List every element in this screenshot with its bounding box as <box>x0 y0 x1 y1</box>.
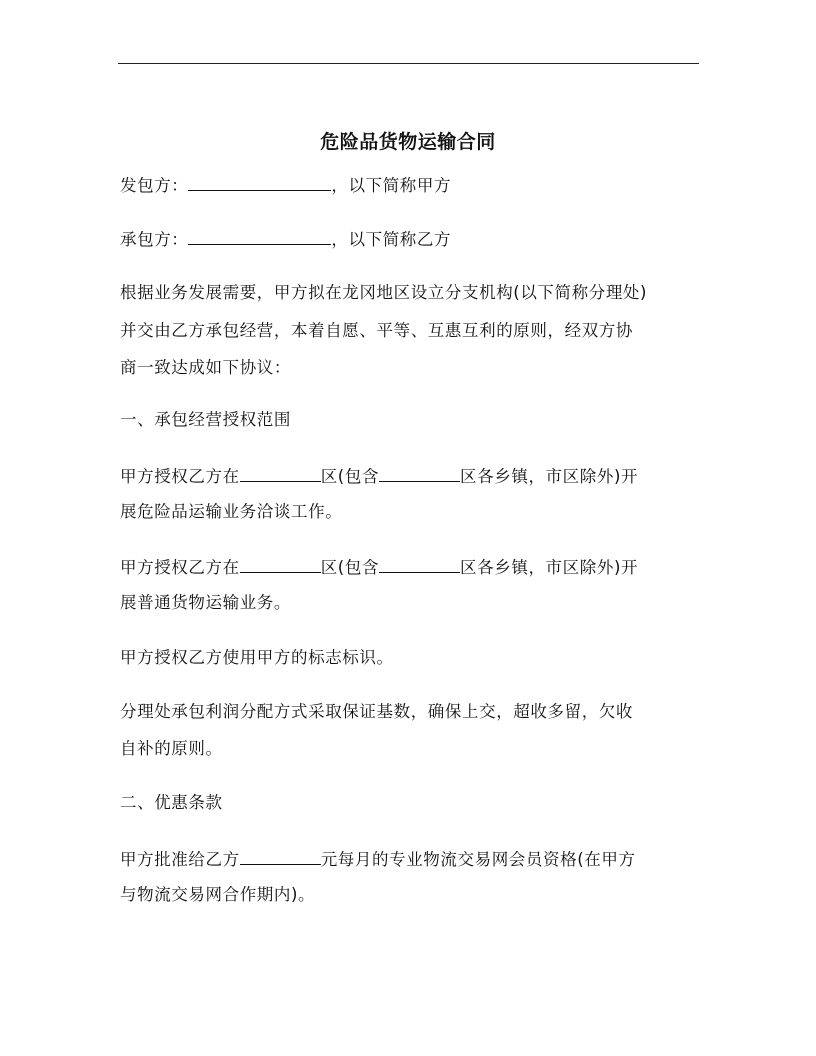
clause-1-text-c: 区各乡镇，市区除外)开 <box>460 467 639 486</box>
clause-2-line-1 <box>120 555 638 579</box>
party-b-blank[interactable] <box>188 227 331 245</box>
header-rule <box>118 63 699 64</box>
clause-5-blank[interactable] <box>240 847 321 865</box>
document-title: 危险品货物运输合同 <box>320 131 496 153</box>
clause-5-text-a: 甲方批准给乙方 <box>120 850 240 869</box>
party-b-suffix: ，以下简称乙方 <box>331 230 452 249</box>
clause-1-text-a: 甲方授权乙方在 <box>120 467 240 486</box>
clause-5-line-2: 与物流交易网合作期内)。 <box>120 885 316 904</box>
clause-4-line-2: 自补的原则。 <box>120 739 223 758</box>
clause-1-line-2: 展危险品运输业务洽谈工作。 <box>120 502 343 521</box>
party-b-label: 承包方： <box>120 230 189 249</box>
clause-1-blank-2[interactable] <box>379 464 460 482</box>
party-a-label: 发包方： <box>120 176 189 195</box>
party-a-suffix: ，以下简称甲方 <box>331 176 452 195</box>
intro-line-1: 根据业务发展需要，甲方拟在龙冈地区设立分支机构(以下简称分理处) <box>120 283 648 302</box>
intro-line-3: 商一致达成如下协议： <box>120 358 291 377</box>
party-a-blank[interactable] <box>188 173 331 191</box>
clause-1-line-1 <box>120 464 638 488</box>
clause-2-text-a: 甲方授权乙方在 <box>120 558 240 577</box>
clause-1-text-b: 区(包含 <box>320 467 380 486</box>
clause-2-blank-1[interactable] <box>240 555 321 573</box>
section-1-heading: 一、承包经营授权范围 <box>120 410 291 429</box>
intro-line-2: 并交由乙方承包经营，本着自愿、平等、互惠互利的原则，经双方协 <box>120 321 633 340</box>
section-2-heading: 二、优惠条款 <box>120 793 223 812</box>
party-b-line <box>120 227 451 251</box>
clause-5-text-b: 元每月的专业物流交易网会员资格(在甲方 <box>320 850 636 869</box>
clause-2-blank-2[interactable] <box>379 555 460 573</box>
clause-3: 甲方授权乙方使用甲方的标志标识。 <box>120 648 394 667</box>
clause-2-text-c: 区各乡镇，市区除外)开 <box>460 558 639 577</box>
clause-4-line-1: 分理处承包利润分配方式采取保证基数，确保上交，超收多留，欠收 <box>120 702 633 721</box>
clause-2-line-2: 展普通货物运输业务。 <box>120 593 291 612</box>
clause-2-text-b: 区(包含 <box>320 558 380 577</box>
clause-5-line-1 <box>120 847 636 871</box>
clause-1-blank-1[interactable] <box>240 464 321 482</box>
party-a-line <box>120 173 451 197</box>
